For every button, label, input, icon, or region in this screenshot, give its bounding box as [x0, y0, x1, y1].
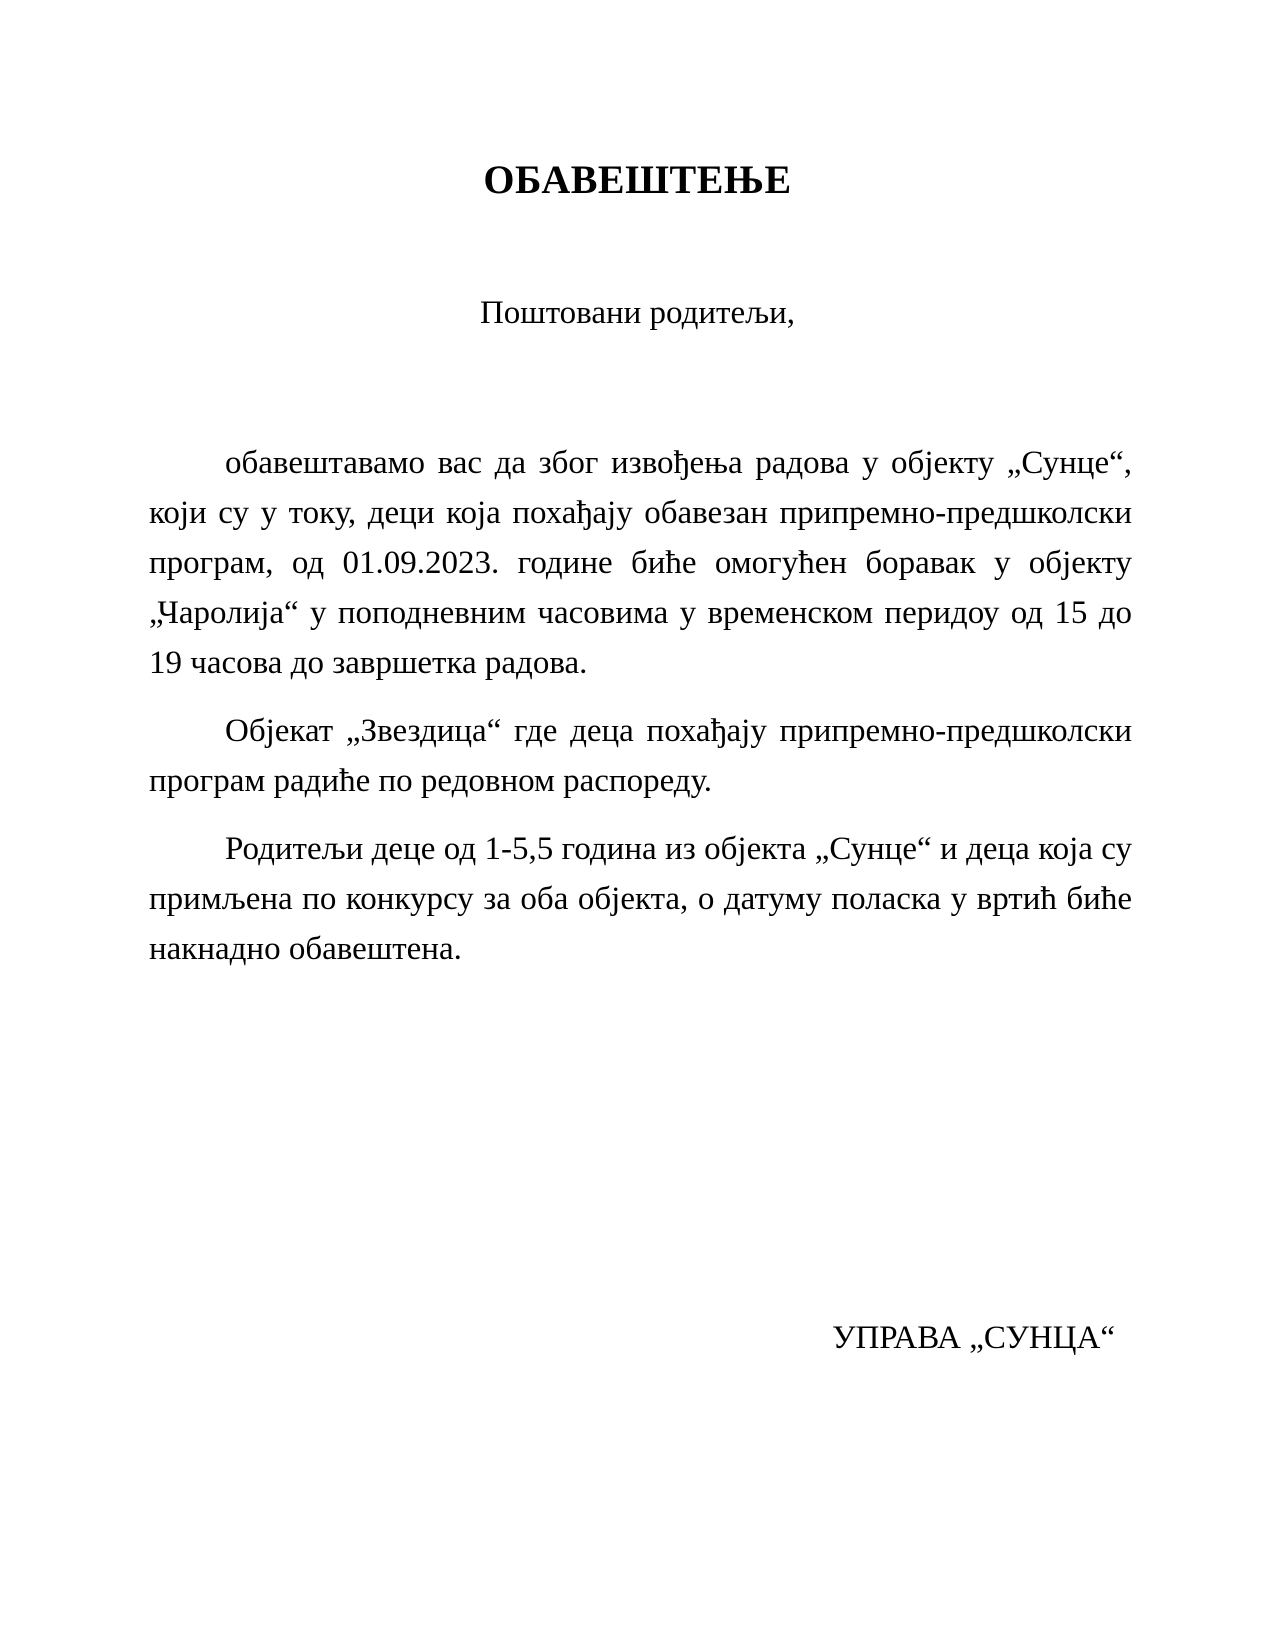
document-body — [149, 438, 1132, 992]
paragraph-parents-notice: Родитељи деце од 1-5,5 година из објекта „Сунце“ и деца која су примљена по конкурсу за оба објекта, о датуму поласка у вртић биће накнадно обавештена. — [149, 831, 1132, 967]
salutation: Поштовани родитељи, — [479, 295, 796, 331]
paragraph-relocation-notice: обавештавамо вас да због извођења радова у објекту „Сунце“, који су у току, деци која похађају обавезан припремно-предшколски програм, од 01.09.2023. године биће омогућен боравак у објекту „Чаролија“ у поподневним часовима у временском перидоу од 15 до 19 часова до завршетка радова. — [149, 445, 1132, 681]
signature: УПРАВА „СУНЦА“ — [832, 1320, 1115, 1356]
paragraph-zvezdica-schedule: Објекат „Звездица“ где деца похађају припремно-предшколски програм радиће по редовном распореду. — [149, 713, 1132, 799]
document-title: ОБАВЕШТЕЊЕ — [483, 157, 792, 202]
